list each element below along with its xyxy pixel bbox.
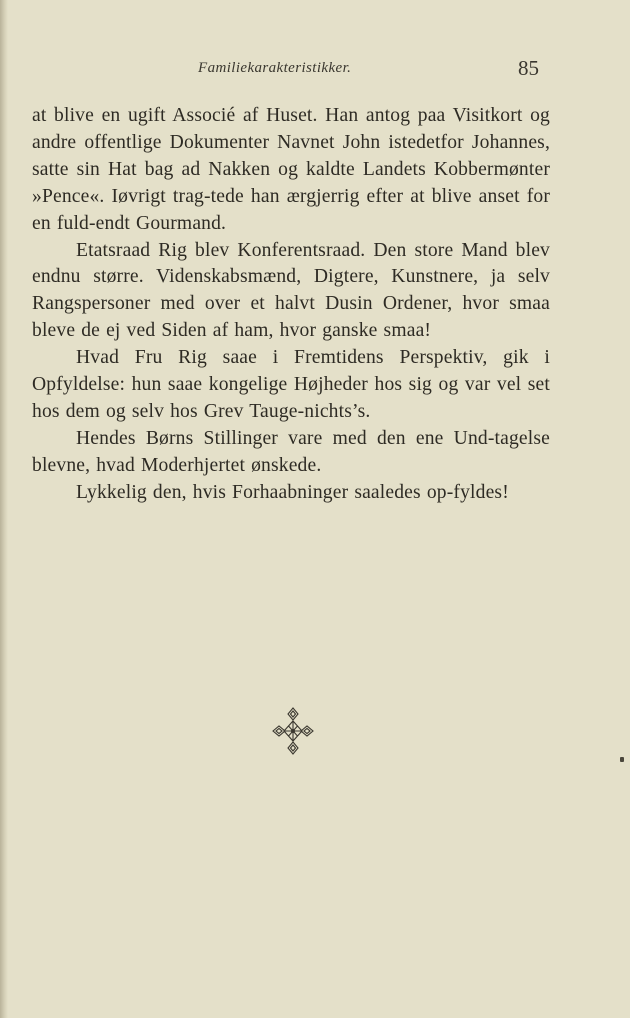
page-spine-shadow (0, 0, 8, 1018)
print-speck (620, 757, 624, 762)
body-text (32, 103, 550, 507)
fleuron-ornament-icon (271, 706, 315, 756)
running-title: Familiekarakteristikker. (198, 60, 352, 76)
page-header (0, 58, 630, 84)
paragraph-1: at blive en ugift Associé af Huset. Han antog paa Visitkort og andre offentlige Dokumenter Navnet John istedetfor Johannes, satte sin Hat bag ad Nakken og kaldte Landets Kobbermønter »Pence«. Iøvrigt trag-tede han ærgjerrig efter at blive anset for en fuld-endt Gourmand. (32, 105, 550, 234)
paragraph-3: Hvad Fru Rig saae i Fremtidens Perspektiv, gik i Opfyldelse: hun saae kongelige Højheder hos sig og var vel set hos dem og selv hos Grev Tauge-nichts’s. (32, 347, 550, 422)
page-number: 85 (518, 56, 539, 80)
paragraph-5: Lykkelig den, hvis Forhaabninger saaledes op-fyldes! (76, 481, 509, 503)
paragraph-4: Hendes Børns Stillinger vare med den ene Und-tagelse blevne, hvad Moderhjertet ønskede. (32, 427, 550, 476)
paragraph-2: Etatsraad Rig blev Konferentsraad. Den store Mand blev endnu større. Videnskabsmænd, Digtere, Kunstnere, ja selv Rangspersoner med over et halvt Dusin Ordener, hvor smaa bleve de ej ved Siden af ham, hvor ganske smaa! (32, 239, 550, 342)
